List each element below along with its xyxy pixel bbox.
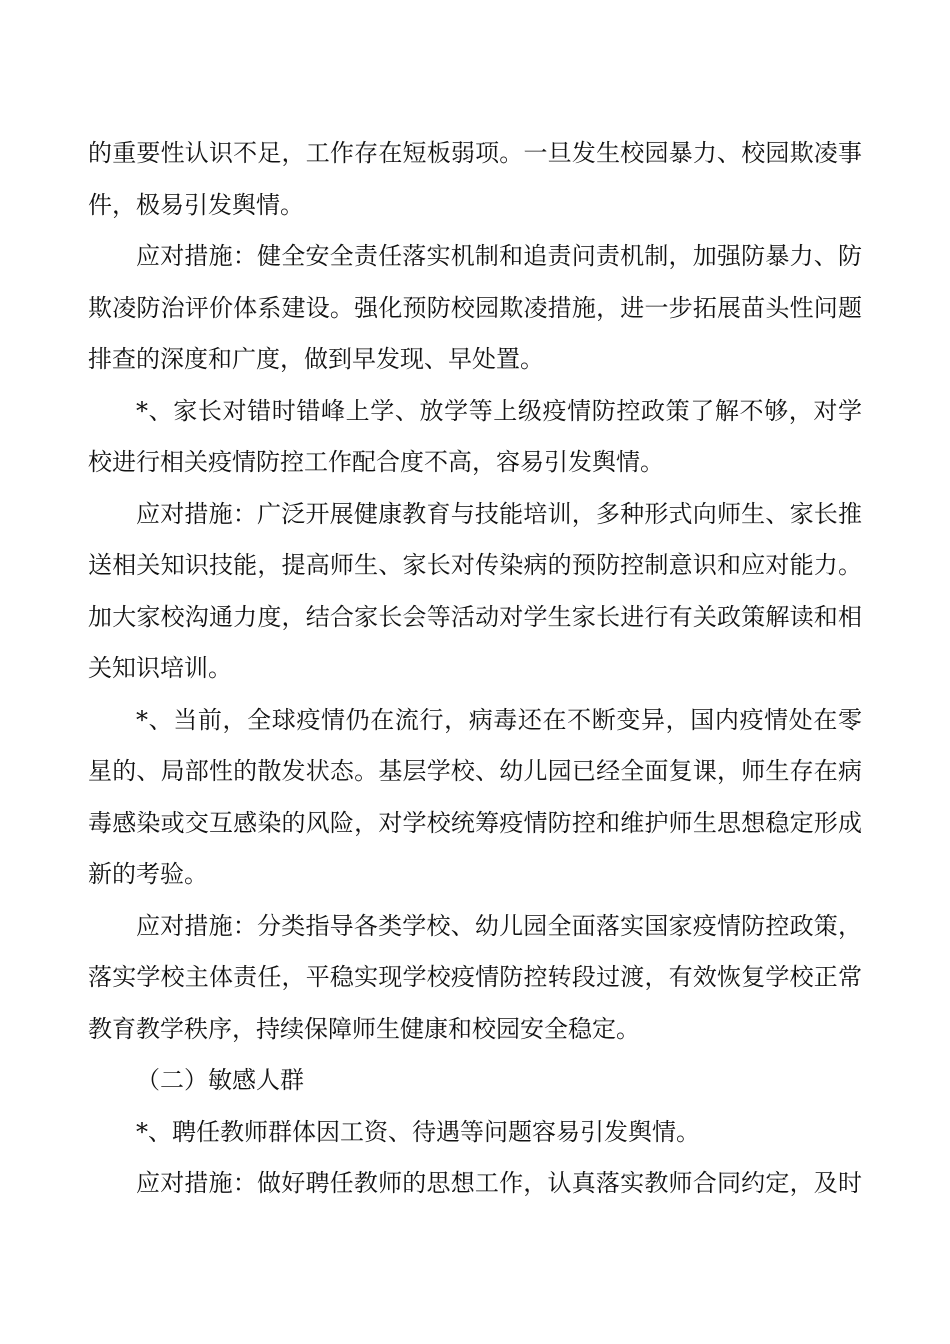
- text-line: 排查的深度和广度，做到早发现、早处置。: [88, 345, 544, 373]
- text-line: 校进行相关疫情防控工作配合度不高，容易引发舆情。: [88, 448, 664, 476]
- text-line: 的重要性认识不足，工作存在短板弱项。一旦发生校园暴力、校园欺凌事: [88, 139, 862, 167]
- text-line: 教育教学秩序，持续保障师生健康和校园安全稳定。: [88, 1014, 640, 1043]
- text-line: 件，极易引发舆情。: [88, 190, 304, 219]
- text-line: 关知识培训。: [88, 654, 232, 682]
- text-line: 星的、局部性的散发状态。基层学校、幼儿园已经全面复课，师生存在病: [88, 757, 862, 785]
- text-line: 应对措施：健全安全责任落实机制和追责问责机制，加强防暴力、防: [136, 242, 862, 270]
- text-line: 新的考验。: [88, 860, 208, 888]
- text-line: 应对措施：分类指导各类学校、幼儿园全面落实国家疫情防控政策，: [136, 911, 862, 940]
- text-line: 送相关知识技能，提高师生、家长对传染病的预防控制意识和应对能力。: [88, 551, 862, 579]
- text-line: 毒感染或交互感染的风险，对学校统筹疫情防控和维护师生思想稳定形成: [88, 808, 862, 837]
- text-line: *、聘任教师群体因工资、待遇等问题容易引发舆情。: [136, 1117, 700, 1146]
- text-line: 加大家校沟通力度，结合家长会等活动对学生家长进行有关政策解读和相: [88, 602, 862, 631]
- document-page: [88, 128, 862, 1210]
- text-line: *、家长对错时错峰上学、放学等上级疫情防控政策了解不够，对学: [136, 396, 862, 425]
- text-line: 落实学校主体责任，平稳实现学校疫情防控转段过渡，有效恢复学校正常: [88, 963, 862, 991]
- text-line: *、当前，全球疫情仍在流行，病毒还在不断变异，国内疫情处在零: [136, 705, 862, 734]
- text-line: 应对措施：做好聘任教师的思想工作，认真落实教师合同约定，及时: [136, 1169, 862, 1197]
- text-line: 欺凌防治评价体系建设。强化预防校园欺凌措施，进一步拓展苗头性问题: [88, 293, 862, 322]
- text-line: 应对措施：广泛开展健康教育与技能培训，多种形式向师生、家长推: [136, 499, 862, 528]
- section-heading: （二）敏感人群: [136, 1066, 304, 1094]
